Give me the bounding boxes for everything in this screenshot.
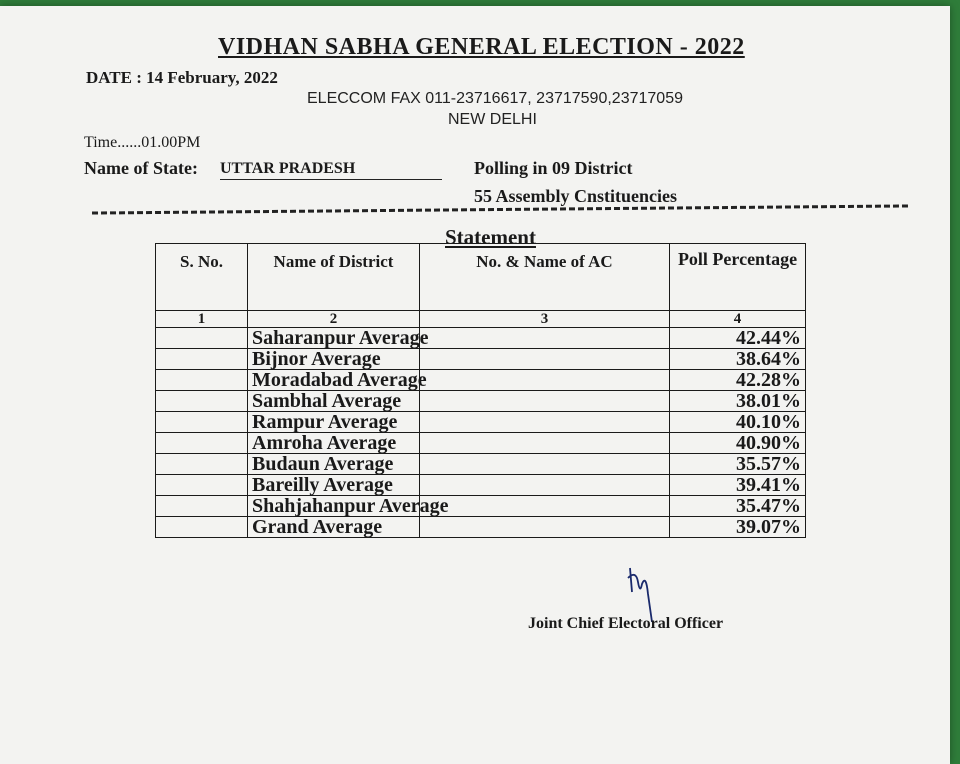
cell-sno [156, 433, 248, 454]
cell-poll: 40.90% [670, 433, 806, 454]
column-header-district: Name of District [248, 244, 420, 311]
document-page [0, 6, 950, 764]
cell-sno [156, 370, 248, 391]
cell-ac [420, 391, 670, 412]
table-body [156, 328, 806, 538]
table-row [156, 433, 806, 454]
cell-district: Bareilly Average [248, 475, 420, 496]
city: NEW DELHI [448, 111, 537, 128]
cell-ac [420, 412, 670, 433]
cell-ac [420, 370, 670, 391]
cell-district: Rampur Average [248, 412, 420, 433]
table-row [156, 475, 806, 496]
document-date: DATE : 14 February, 2022 [86, 68, 278, 87]
document-title: VIDHAN SABHA GENERAL ELECTION - 2022 [218, 34, 745, 60]
state-label: Name of State: [84, 158, 198, 178]
table-row [156, 454, 806, 475]
table-row [156, 496, 806, 517]
cell-poll: 40.10% [670, 412, 806, 433]
cell-sno [156, 517, 248, 538]
cell-ac [420, 349, 670, 370]
cell-poll: 38.01% [670, 391, 806, 412]
cell-ac [420, 475, 670, 496]
cell-poll: 39.41% [670, 475, 806, 496]
cell-sno [156, 328, 248, 349]
cell-poll: 35.47% [670, 496, 806, 517]
column-header-ac: No. & Name of AC [420, 244, 670, 311]
table-row [156, 391, 806, 412]
polling-districts: Polling in 09 District [474, 158, 633, 178]
cell-poll: 38.64% [670, 349, 806, 370]
officer-designation: Joint Chief Electoral Officer [528, 615, 724, 632]
cell-district: Grand Average [248, 517, 420, 538]
table-row [156, 517, 806, 538]
fax-numbers: ELECCOM FAX 011-23716617, 23717590,23717059 [307, 90, 683, 107]
column-header-poll: Poll Percentage [670, 244, 806, 311]
report-time: Time......01.00PM [84, 134, 201, 151]
cell-ac [420, 496, 670, 517]
cell-sno [156, 349, 248, 370]
table-row [156, 412, 806, 433]
cell-sno [156, 475, 248, 496]
column-number: 2 [248, 311, 420, 328]
cell-poll: 35.57% [670, 454, 806, 475]
table-row [156, 349, 806, 370]
cell-district: Shahjahanpur Average [248, 496, 420, 517]
column-number: 3 [420, 311, 670, 328]
cell-district: Moradabad Average [248, 370, 420, 391]
state-value: UTTAR PRADESH [220, 160, 442, 180]
cell-ac [420, 433, 670, 454]
cell-district: Saharanpur Average [248, 328, 420, 349]
assembly-constituencies: 55 Assembly Cnstituencies [474, 186, 678, 206]
cell-sno [156, 454, 248, 475]
column-number-row [156, 311, 806, 328]
column-header-sno: S. No. [156, 244, 248, 311]
cell-poll: 42.28% [670, 370, 806, 391]
table-row [156, 370, 806, 391]
cell-sno [156, 496, 248, 517]
column-number: 4 [670, 311, 806, 328]
cell-sno [156, 412, 248, 433]
statement-heading: Statement [445, 225, 536, 249]
cell-ac [420, 328, 670, 349]
column-number: 1 [156, 311, 248, 328]
cell-district: Bijnor Average [248, 349, 420, 370]
cell-poll: 42.44% [670, 328, 806, 349]
cell-ac [420, 454, 670, 475]
cell-district: Budaun Average [248, 454, 420, 475]
poll-percentage-table [155, 243, 806, 538]
table-header-row [156, 244, 806, 311]
cell-poll: 39.07% [670, 517, 806, 538]
cell-ac [420, 517, 670, 538]
cell-district: Amroha Average [248, 433, 420, 454]
cell-sno [156, 391, 248, 412]
table-row [156, 328, 806, 349]
cell-district: Sambhal Average [248, 391, 420, 412]
